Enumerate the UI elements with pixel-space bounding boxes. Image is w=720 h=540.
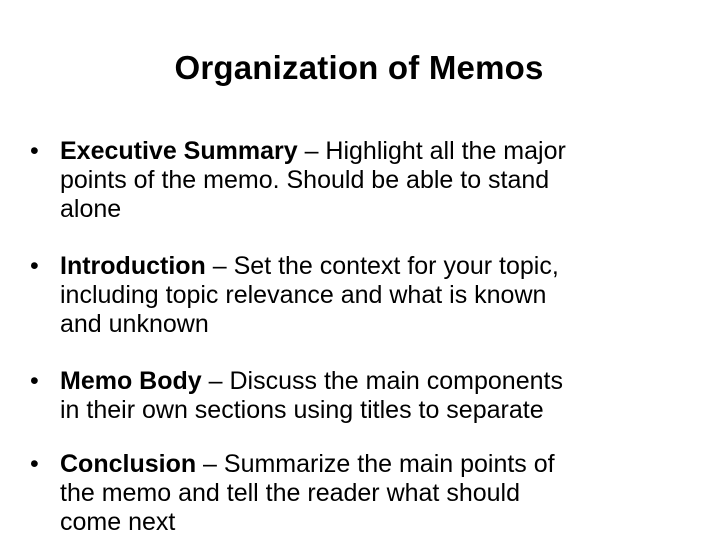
bullet-icon: • [30,137,39,165]
bullet-term: Memo Body [60,367,202,395]
bullet-description: Set the context for your topic, including topic relevance and what is known and unknown [60,252,559,338]
bullet-icon: • [30,450,39,478]
bullet-term: Conclusion [60,450,197,478]
bullet-icon: • [30,252,39,280]
bullet-separator: – [205,252,234,280]
bullet-content [60,137,690,224]
bullet-term: Executive Summary [60,137,298,165]
bullet-description: Summarize the main points of the memo and tell the reader what should come next [60,450,555,536]
bullet-description: Highlight all the major points of the memo. Should be able to stand alone [60,137,566,223]
bullet-separator: – [297,137,326,165]
slide-title: Organization of Memos [174,49,544,86]
bullet-content [60,367,690,425]
bullet-separator: – [201,367,230,395]
bullet-term: Introduction [60,252,206,280]
bullet-separator: – [196,450,224,478]
bullet-description: Discuss the main components in their own sections using titles to separate [60,367,563,424]
bullet-content [60,450,690,537]
bullet-content [60,252,690,339]
bullet-icon: • [30,367,39,395]
